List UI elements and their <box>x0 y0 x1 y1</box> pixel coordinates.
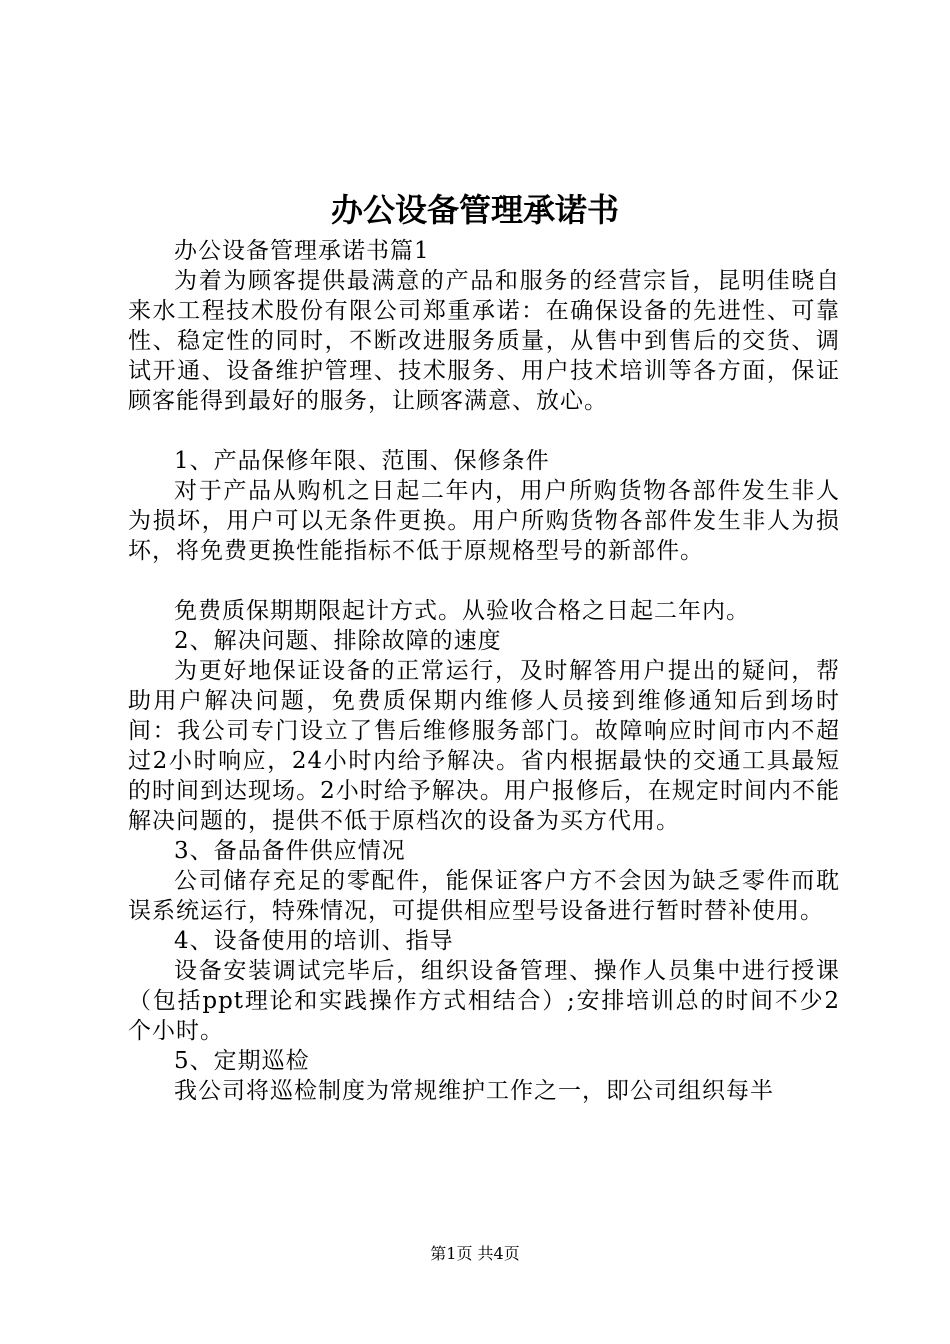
section-heading: 3、备品备件供应情况 <box>174 838 406 864</box>
document-body <box>128 236 840 1106</box>
body-paragraph: 免费质保期期限起计方式。从验收合格之日起二年内。 <box>174 598 750 624</box>
body-paragraph: 公司储存充足的零配件，能保证客户方不会因为缺乏零件而耽误系统运行，特殊情况，可提供相应型号设备进行暂时替补使用。 <box>128 868 840 924</box>
section-heading: 4、设备使用的培训、指导 <box>174 928 454 954</box>
section-heading: 办公设备管理承诺书篇1 <box>174 238 430 264</box>
body-paragraph: 设备安装调试完毕后，组织设备管理、操作人员集中进行授课（包括ppt理论和实践操作方式相结合）;安排培训总的时间不少2个小时。 <box>128 958 840 1044</box>
document-title: 办公设备管理承诺书 <box>330 191 619 229</box>
page-number-footer: 第1页 共4页 <box>430 1244 520 1263</box>
section-heading: 2、解决问题、排除故障的速度 <box>174 628 502 654</box>
body-paragraph: 对于产品从购机之日起二年内，用户所购货物各部件发生非人为损坏，用户可以无条件更换。用户所购货物各部件发生非人为损坏，将免费更换性能指标不低于原规格型号的新部件。 <box>128 478 840 564</box>
section-heading: 1、产品保修年限、范围、保修条件 <box>174 448 550 474</box>
body-paragraph: 为更好地保证设备的正常运行，及时解答用户提出的疑问，帮助用户解决问题，免费质保期内维修人员接到维修通知后到场时间：我公司专门设立了售后维修服务部门。故障响应时间市内不超过2小时响应，24小时内给予解决。省内根据最快的交通工具最短的时间到达现场。2小时给予解决。用户报修后，在规定时间内不能解决问题的，提供不低于原档次的设备为买方代用。 <box>128 658 840 834</box>
section-heading: 5、定期巡检 <box>174 1048 310 1074</box>
body-paragraph: 我公司将巡检制度为常规维护工作之一，即公司组织每半 <box>174 1078 774 1104</box>
intro-paragraph: 为着为顾客提供最满意的产品和服务的经营宗旨，昆明佳晓自来水工程技术股份有限公司郑重承诺：在确保设备的先进性、可靠性、稳定性的同时，不断改进服务质量，从售中到售后的交货、调试开通、设备维护管理、技术服务、用户技术培训等各方面，保证顾客能得到最好的服务，让顾客满意、放心。 <box>128 268 840 414</box>
